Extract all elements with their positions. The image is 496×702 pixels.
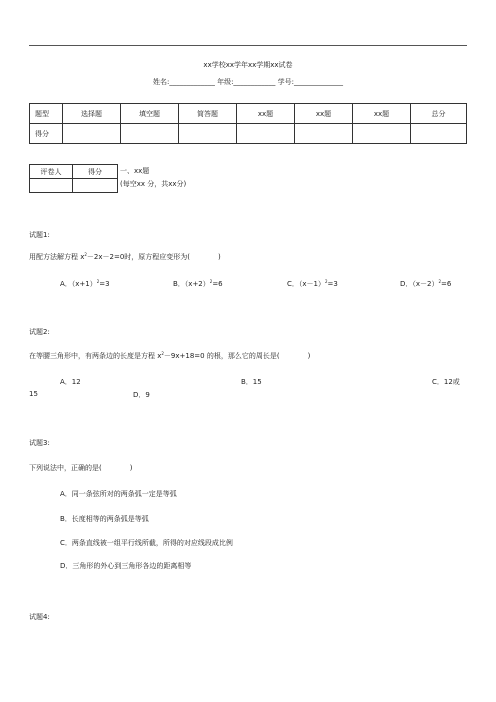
option-text: =3 (99, 280, 110, 288)
question-label: 试题2: (29, 328, 50, 336)
grader-blank-row (30, 179, 118, 193)
grader-table (29, 164, 118, 193)
grader-cell: 得分 (73, 165, 118, 179)
superscript: 2 (84, 252, 87, 257)
score-table-header-row (30, 104, 467, 124)
option-d[interactable] (400, 279, 451, 289)
score-cell[interactable] (179, 124, 237, 144)
student-info-line: 姓名:_____________ 年级:____________ 学号:______________ (152, 78, 344, 86)
score-cell[interactable] (237, 124, 295, 144)
score-cell: 简答题 (179, 104, 237, 124)
option-b[interactable] (173, 279, 223, 289)
grader-cell[interactable] (73, 179, 118, 193)
option-a[interactable] (60, 279, 110, 289)
option-c[interactable]: C．两条直线被一组平行线所截，所得的对应线段成比例 (60, 539, 233, 547)
option-b[interactable]: B．长度相等的两条弧是等弧 (60, 515, 149, 523)
question-text-part: －2x－2=0时，原方程应变形为( ) (86, 253, 221, 261)
superscript: 2 (96, 279, 100, 284)
grader-cell[interactable] (30, 179, 73, 193)
score-cell: xx题 (353, 104, 411, 124)
score-cell[interactable] (353, 124, 411, 144)
section-heading: 一、xx题 (120, 167, 150, 175)
superscript: 2 (438, 279, 442, 284)
score-cell[interactable] (63, 124, 121, 144)
question-label: 试题1: (29, 231, 50, 239)
option-text: =3 (327, 280, 338, 288)
question-text: 下列说法中，正确的是( ) (29, 464, 133, 472)
option-text: B．（x+2） (173, 280, 210, 288)
score-cell: xx题 (295, 104, 353, 124)
option-c[interactable] (287, 279, 338, 289)
score-cell[interactable] (121, 124, 179, 144)
question-text (29, 351, 310, 361)
score-cell: 填空题 (121, 104, 179, 124)
option-text: =6 (441, 280, 452, 288)
option-d[interactable]: D．三角形的外心到三角形各边的距离相等 (60, 562, 192, 570)
option-text: C．（x－1） (287, 280, 325, 288)
score-cell[interactable] (411, 124, 467, 144)
superscript: 2 (324, 279, 328, 284)
score-cell: 总分 (411, 104, 467, 124)
question-text-part: 用配方法解方程 x (29, 253, 85, 261)
question-label: 试题3: (29, 439, 50, 447)
score-cell: 题型 (30, 104, 63, 124)
score-cell: xx题 (237, 104, 295, 124)
question-text-part: －9x+18=0 的根，那么它的周长是( ) (163, 352, 311, 360)
option-text: =6 (212, 280, 223, 288)
option-text: A．（x+1） (60, 280, 97, 288)
question-text (29, 252, 221, 262)
grader-cell: 评卷人 (30, 165, 73, 179)
question-label: 试题4: (29, 613, 50, 621)
score-cell: 得分 (30, 124, 63, 144)
header-rule (29, 45, 467, 46)
option-d[interactable]: D．9 (133, 391, 150, 399)
option-text: D．（x－2） (400, 280, 439, 288)
score-cell: 选择题 (63, 104, 121, 124)
option-a[interactable]: A．12 (60, 378, 81, 386)
option-c[interactable]: C．12或 (432, 378, 460, 386)
score-table (29, 103, 467, 144)
question-text-part: 在等腰三角形中，有两条边的长度是方程 x (29, 352, 162, 360)
superscript: 2 (161, 351, 164, 356)
score-cell[interactable] (295, 124, 353, 144)
grader-header-row (30, 165, 118, 179)
option-b[interactable]: B．15 (241, 378, 262, 386)
section-note: (每空xx 分，共xx分) (120, 180, 187, 188)
score-table-score-row (30, 124, 467, 144)
superscript: 2 (209, 279, 213, 284)
option-c-continued: 15 (29, 390, 38, 398)
option-a[interactable]: A．同一条弦所对的两条弧一定是等弧 (60, 490, 177, 498)
exam-title: xx学校xx学年xx学期xx试卷 (203, 61, 293, 69)
